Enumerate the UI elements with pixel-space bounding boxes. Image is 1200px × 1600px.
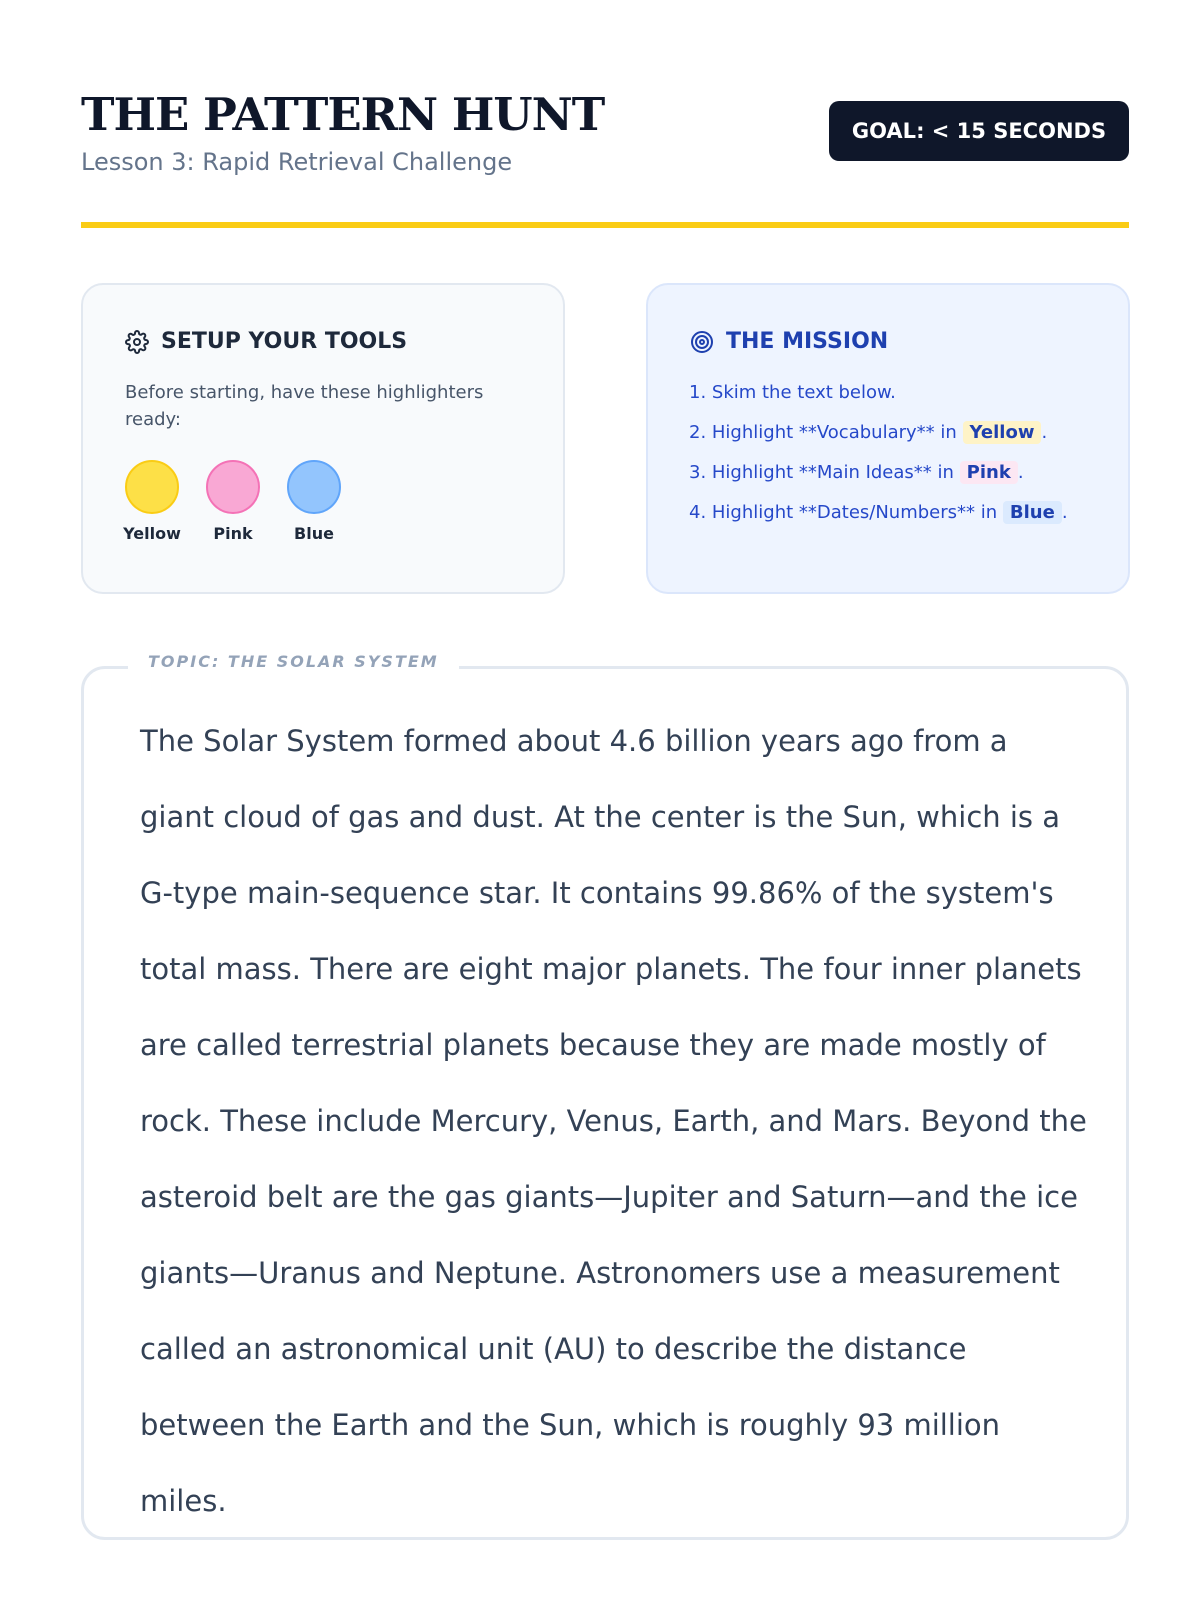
- tools-card: [81, 283, 565, 594]
- mission-card-header: [690, 329, 888, 354]
- topic-label: TOPIC: THE SOLAR SYSTEM: [128, 647, 459, 677]
- step-text: 1. Skim the text below.: [689, 382, 896, 403]
- blue-highlight-tag: Blue: [1003, 501, 1062, 524]
- gear-icon: [125, 330, 149, 354]
- tools-instructions: Before starting, have these highlighters ready:: [125, 382, 484, 430]
- mission-step-2: [689, 419, 1109, 446]
- blue-highlighter-dot: [287, 460, 341, 514]
- step-period: .: [1041, 422, 1048, 443]
- highlighter-swatches: [125, 460, 341, 543]
- reading-passage-card: [81, 652, 1129, 1540]
- pink-highlight-tag: Pink: [960, 461, 1018, 484]
- page-header: [81, 86, 1129, 226]
- step-text: 2. Highlight **Vocabulary** in: [689, 422, 957, 443]
- swatch-yellow: [125, 460, 179, 543]
- header-divider: [81, 222, 1129, 228]
- step-period: .: [1017, 462, 1024, 483]
- mission-heading: THE MISSION: [726, 329, 889, 354]
- mission-step-4: [689, 499, 1109, 526]
- reading-passage[interactable]: The Solar System formed about 4.6 billion years ago from a giant cloud of gas and dust. At the center is the Sun, which is a G-type main-sequence star. It contains 99.86% of the system's total mass. There are eight major planets. The four inner planets are called terrestrial planets because they are made mostly of rock. These include Mercury, Venus, Earth, and Mars. Beyond the asteroid belt are the gas giants—Jupiter and Saturn—and the ice giants—Uranus and Neptune. Astronomers use a measurement called an astronomical unit (AU) to describe the distance between the Earth and the Sun, which is roughly 93 million miles.: [140, 724, 1087, 1518]
- page-title: THE PATTERN HUNT: [81, 88, 605, 141]
- swatch-label: Blue: [294, 524, 334, 543]
- swatch-pink: [206, 460, 260, 543]
- tools-card-header: [125, 329, 407, 354]
- step-text: 3. Highlight **Main Ideas** in: [689, 462, 954, 483]
- lesson-subtitle: Lesson 3: Rapid Retrieval Challenge: [81, 148, 513, 176]
- step-text: 4. Highlight **Dates/Numbers** in: [689, 502, 998, 523]
- goal-badge: GOAL: < 15 SECONDS: [829, 101, 1129, 161]
- mission-step-1: [689, 379, 1109, 406]
- swatch-label: Yellow: [123, 524, 181, 543]
- yellow-highlight-tag: Yellow: [963, 421, 1042, 444]
- swatch-label: Pink: [213, 524, 253, 543]
- step-period: .: [1061, 502, 1068, 523]
- yellow-highlighter-dot: [125, 460, 179, 514]
- target-icon: [690, 330, 714, 354]
- mission-steps: [689, 379, 1109, 539]
- mission-card: [646, 283, 1130, 594]
- mission-step-3: [689, 459, 1109, 486]
- pink-highlighter-dot: [206, 460, 260, 514]
- swatch-blue: [287, 460, 341, 543]
- tools-heading: SETUP YOUR TOOLS: [161, 329, 408, 354]
